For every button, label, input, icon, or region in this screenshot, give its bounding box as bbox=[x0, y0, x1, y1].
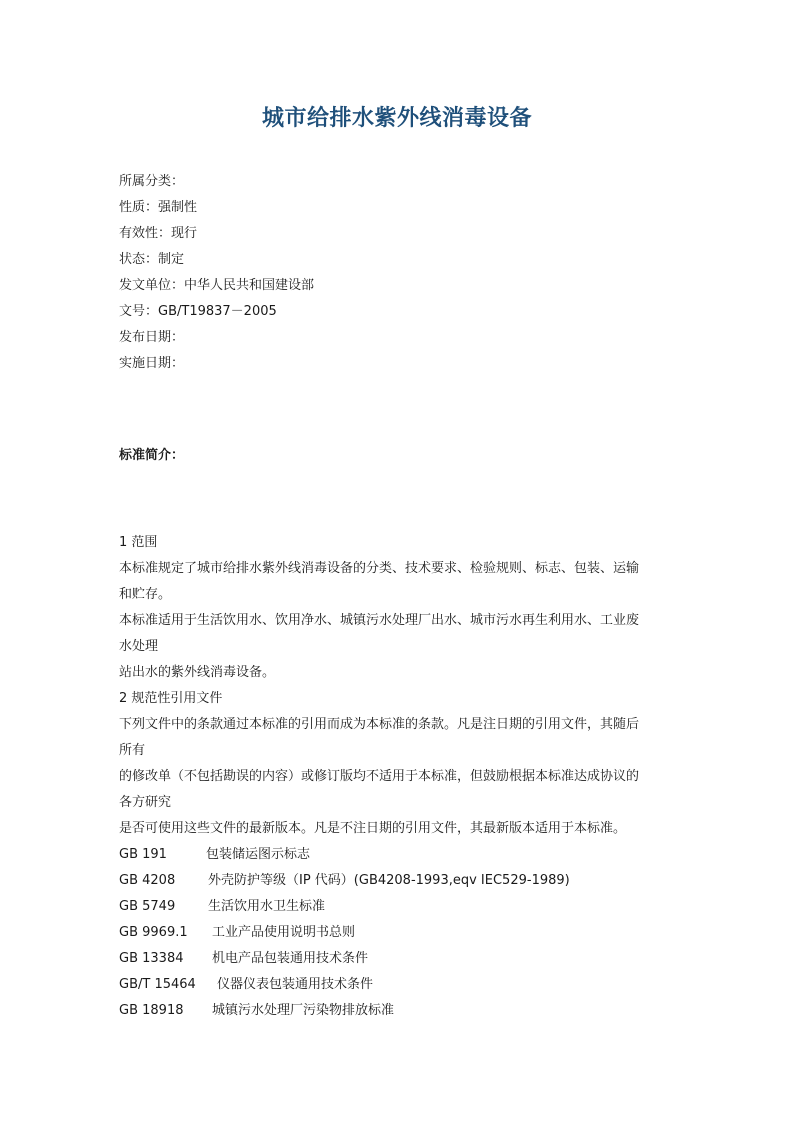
reference-title: 外壳防护等级（IP 代码）(GB4208-1993,eqv IEC529-1989) bbox=[208, 873, 570, 888]
body-line: 下列文件中的条款通过本标准的引用而成为本标准的条款。凡是注日期的引用文件，其随后 bbox=[119, 717, 640, 732]
reference-item bbox=[119, 1001, 679, 1027]
body-line: 本标准适用于生活饮用水、饮用净水、城镇污水处理厂出水、城市污水再生利用水、工业废 bbox=[119, 613, 640, 628]
meta-nature: 性质：强制性 bbox=[119, 200, 198, 215]
body-line: 各方研究 bbox=[119, 795, 172, 810]
reference-item bbox=[119, 949, 679, 975]
meta-issuer: 发文单位：中华人民共和国建设部 bbox=[119, 278, 315, 293]
reference-code: GB 9969.1 bbox=[119, 925, 188, 940]
reference-item bbox=[119, 871, 679, 897]
reference-code: GB 18918 bbox=[119, 1003, 184, 1018]
section-heading-references: 2 规范性引用文件 bbox=[119, 691, 223, 706]
reference-code: GB 4208 bbox=[119, 873, 176, 888]
section-heading-scope: 1 范围 bbox=[119, 535, 158, 550]
meta-validity: 有效性：现行 bbox=[119, 226, 198, 241]
body-line: 所有 bbox=[119, 743, 146, 758]
intro-heading: 标准简介： bbox=[119, 448, 185, 463]
meta-status: 状态：制定 bbox=[119, 252, 185, 267]
reference-item bbox=[119, 845, 679, 871]
body-line: 的修改单（不包括勘误的内容）或修订版均不适用于本标准，但鼓励根据本标准达成协议的 bbox=[119, 769, 640, 784]
reference-title: 工业产品使用说明书总则 bbox=[212, 925, 356, 940]
reference-title: 城镇污水处理厂污染物排放标准 bbox=[212, 1003, 395, 1018]
metadata-block bbox=[119, 172, 679, 380]
reference-code: GB 5749 bbox=[119, 899, 176, 914]
reference-list bbox=[119, 845, 679, 1027]
reference-item bbox=[119, 923, 679, 949]
meta-publish-date: 发布日期： bbox=[119, 330, 185, 345]
body-line: 本标准规定了城市给排水紫外线消毒设备的分类、技术要求、检验规则、标志、包装、运输 bbox=[119, 561, 640, 576]
body-line: 是否可使用这些文件的最新版本。凡是不注日期的引用文件，其最新版本适用于本标准。 bbox=[119, 821, 627, 836]
body-line: 和贮存。 bbox=[119, 587, 172, 602]
meta-category: 所属分类： bbox=[119, 174, 185, 189]
meta-doc-number: 文号：GB/T19837－2005 bbox=[119, 304, 277, 319]
reference-title: 机电产品包装通用技术条件 bbox=[212, 951, 369, 966]
reference-title: 包装储运图示标志 bbox=[206, 847, 311, 862]
reference-code: GB 191 bbox=[119, 847, 167, 862]
meta-effective-date: 实施日期： bbox=[119, 356, 185, 371]
reference-code: GB/T 15464 bbox=[119, 977, 196, 992]
reference-item bbox=[119, 897, 679, 923]
body-line: 水处理 bbox=[119, 639, 159, 654]
body-line: 站出水的紫外线消毒设备。 bbox=[119, 665, 276, 680]
body-text bbox=[119, 533, 681, 845]
reference-title: 生活饮用水卫生标准 bbox=[208, 899, 326, 914]
reference-title: 仪器仪表包装通用技术条件 bbox=[217, 977, 374, 992]
reference-item bbox=[119, 975, 679, 1001]
document-title: 城市给排水紫外线消毒设备 bbox=[261, 106, 532, 131]
reference-code: GB 13384 bbox=[119, 951, 184, 966]
